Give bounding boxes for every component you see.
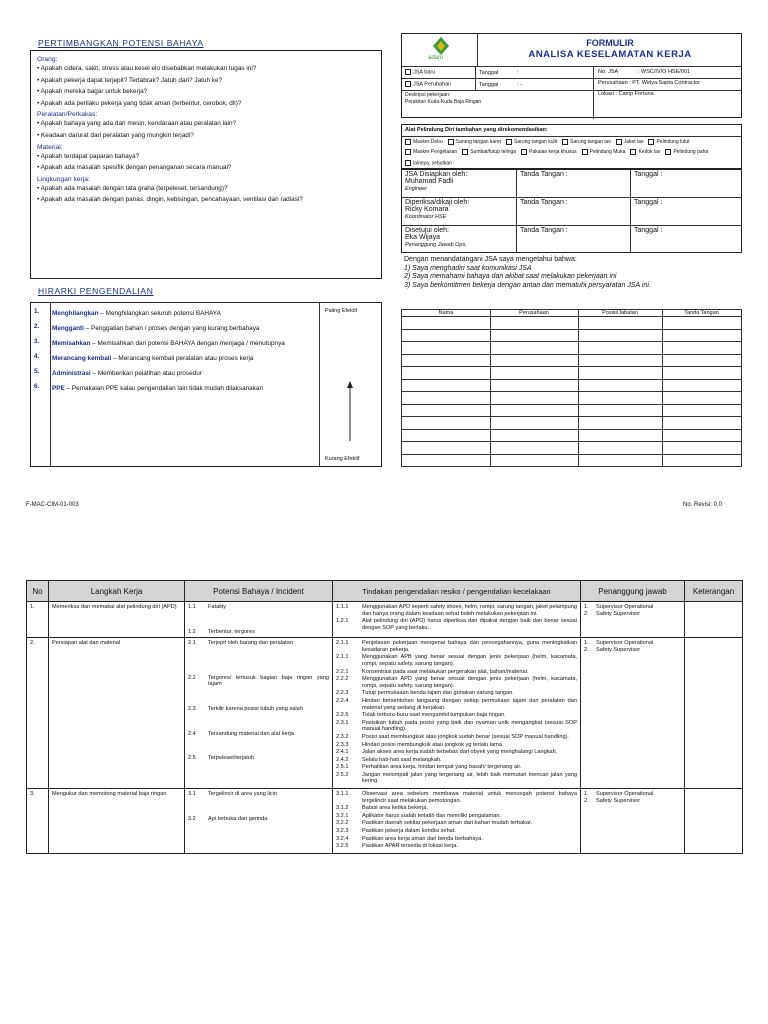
apd-checkbox[interactable] [630, 149, 660, 155]
table-row [27, 602, 743, 638]
attendance-row-line [402, 379, 741, 380]
hirarki-item [34, 308, 316, 319]
pic-num: 1. [584, 640, 589, 647]
attendance-row-line [402, 366, 741, 367]
hazard-num: 1.2 [188, 628, 196, 635]
control-text: Perhatikan area kerja, hindari tempat yang basah/ tergenang air. [362, 764, 522, 771]
apd-label: Masker Debu [413, 139, 443, 146]
hazard-num: 2.4 [188, 730, 196, 737]
control-text: Hindari posisi membungkuk atau jongkok yg terlalu lama. [362, 741, 504, 748]
hirarki-text [52, 323, 316, 334]
apd-label: Pelindung Muka [589, 149, 626, 156]
control-text: Hindari bersentuhan langsung dengan setiap permukaan tajam dari peralatan dan material yang sedang di kerjakan. [362, 697, 577, 711]
control-num: 2.5.1 [336, 764, 349, 771]
potensi-bahaya-title: PERTIMBANGKAN POTENSI BAHAYA [38, 38, 204, 48]
checkbox-icon [630, 149, 636, 155]
attendance-row-line [402, 454, 741, 455]
control-text: Tutup permukaaan benda tajam dan gunakan sarung tangan. [362, 690, 514, 697]
row-number: 1. [27, 602, 49, 638]
signoff-name: Eka Wijaya [405, 234, 441, 241]
pic-item [584, 647, 681, 654]
hirarki-text [52, 353, 316, 364]
control-num: 2.2.3 [336, 690, 349, 697]
attendance-col-divider [578, 310, 579, 466]
control-num: 2.2.4 [336, 697, 349, 704]
hazard-question: • Apakah mereka bagar untuk bekerja? [37, 88, 148, 96]
apd-label: Pelindung paha [673, 149, 709, 156]
pic-num: 2. [584, 797, 589, 804]
control-text: Jalan akses area kerja sudah terbebas dari obyek yang menghalangi Langkah. [362, 749, 558, 756]
control-text: Menggunakan APD yang benar sesuai dengan jenis pekerjaan (helm, kacamata, rompi, sepatu safety, sarung tangan). [362, 676, 577, 689]
apd-checkbox[interactable] [562, 139, 611, 145]
attendance-col-header: Perusahaan [519, 310, 549, 316]
control-item [336, 720, 577, 733]
control-item [336, 712, 577, 719]
control-text: Aplikator harus sudah terlatih dan memiliki pengalaman. [362, 812, 501, 819]
checkbox-icon [648, 139, 654, 145]
checkbox-icon [562, 139, 568, 145]
control-text: Posisikan tubuh pada posisi yang baik dan nyaman untk mengangkat (sesuai SOP manual handling). [362, 719, 577, 733]
hazard-item [188, 706, 329, 713]
hazard-text: Terkilir karena posisi tubuh yang salah [208, 705, 303, 712]
adaro-logo: adaro [426, 36, 456, 64]
hazard-num: 2.3 [188, 705, 196, 712]
row-keterangan [685, 602, 743, 638]
apd-checkbox[interactable] [521, 149, 577, 155]
hazard-question: • Apakah ada masalah dengan tata graha (terpeleset, tersandung)? [37, 184, 228, 192]
potensi-bahaya-box [30, 50, 382, 279]
hirarki-name: Memisahkan [52, 340, 91, 347]
control-num: 2.2.1 [336, 668, 349, 675]
attendance-col-header: Tanda Tangan [684, 310, 719, 316]
hirarki-name: Mengganti [52, 325, 84, 332]
signoff-tgl-label: Tanggal : [634, 199, 663, 206]
revision-number: No. Revisi: 0.0 [683, 502, 723, 508]
checkbox-icon [616, 139, 622, 145]
hirarki-desc: – Memberikan pelatihan atau prosedur [90, 370, 202, 377]
signoff-tgl-label: Tanggal : [634, 171, 663, 178]
control-item [336, 843, 577, 850]
hirarki-num: 1. [34, 308, 40, 315]
attendance-col-divider [490, 310, 491, 466]
pic-num: 2. [584, 610, 589, 617]
attendance-row-line [402, 429, 741, 430]
jsa-table [26, 580, 743, 854]
pic-item [584, 611, 681, 618]
control-text: Pastikan APAR tersedia di lokasi kerja. [362, 843, 458, 850]
hirarki-desc: – Pemakaian PPE kalau pengendalian lain tidak mudah dilaksanakan [64, 385, 264, 392]
control-item [336, 654, 577, 667]
hirarki-text [52, 368, 316, 379]
pic-item [584, 791, 681, 798]
no-jsa-value: : WSC/IV/O HSE/001 [638, 69, 690, 75]
control-num: 3.2.4 [336, 835, 349, 842]
hirarki-num: 4. [34, 353, 40, 360]
hazard-num: 2.1 [188, 640, 196, 647]
control-text: Batasi area ketika bekerja. [362, 805, 428, 812]
row-step: Mengukur dan memotong material baja ringan [49, 789, 185, 854]
checkbox-icon [462, 149, 468, 155]
pic-text: Supervisor Operational [596, 640, 654, 647]
control-text: Observasi area sebelum membawa material untuk mencegah potensi bahaya tergelincir saat melakukan pemotongan. [362, 791, 577, 804]
tanggal-value-2: : - [517, 82, 522, 88]
apd-checkbox[interactable] [405, 149, 457, 155]
hirarki-item [34, 368, 316, 379]
pic-num: 1. [584, 604, 589, 610]
row-pic [581, 638, 685, 789]
apd-label: Masker Pengelasan [413, 149, 458, 156]
control-text: Penjelasan pekerjaan mengenai bahaya dan pencegahannya, guna meningkatkan kesadaran pekerja. [362, 640, 577, 653]
control-num: 2.5.2 [336, 771, 349, 778]
attendance-grid [401, 309, 742, 467]
form-title-2: ANALISA KESELAMATAN KERJA [528, 49, 692, 60]
attendance-row-line [402, 316, 741, 317]
attendance-row-line [402, 416, 741, 417]
signoff-ttd-label: Tanda Tangan : [520, 199, 568, 206]
signoff-role: Koordinator HSE [405, 214, 447, 220]
agreement-intro: Dengan menandatangani JSA saya mengetahui bahwa: [404, 256, 577, 263]
apd-checkbox[interactable] [665, 149, 708, 155]
row-keterangan [685, 638, 743, 789]
hirarki-num: 3. [34, 338, 40, 345]
hirarki-text [52, 338, 316, 349]
control-num: 3.2.3 [336, 828, 349, 835]
hirarki-desc: – Merancang kembali peralatan atau proses kerja [111, 355, 254, 362]
attendance-row-line [402, 441, 741, 442]
attendance-row-line [402, 404, 741, 405]
hazard-group-label: Orang: [37, 56, 58, 63]
hazard-text: Tergores/ tertusuk bagian baja ringan yang tajam [208, 674, 329, 688]
apd-row-2 [405, 149, 713, 155]
agreement-point-1: 1) Saya menghadiri saat komunikasi JSA [404, 264, 532, 272]
hirarki-desc: – Memisahkan dari potensi BAHAYA dengan menjaga / menutupnya [90, 340, 285, 347]
attendance-row-line [402, 391, 741, 392]
apd-checkbox[interactable] [616, 139, 644, 145]
apd-checkbox[interactable] [506, 139, 557, 145]
doc-code: F-MAC-CIM-01-003 [26, 502, 79, 508]
col-langkah: Langkah Kerja [49, 581, 185, 602]
control-num: 2.3.3 [336, 741, 349, 748]
apd-label: Kedok las [638, 149, 661, 156]
checkbox-icon [506, 139, 512, 145]
hirarki-item [34, 323, 316, 334]
hirarki-desc: – Penggatian bahan / proses dengan yang kurang berbahaya [83, 325, 260, 332]
row-hazards [185, 602, 333, 638]
hirarki-item [34, 338, 316, 349]
paling-efektif-label: Paling Efektif [325, 308, 358, 314]
hazard-question: • Apakah pekerja dapat terjepit? Tertabrak? Jatuh dari? Jatuh ke? [37, 76, 223, 84]
hazard-question: • Apakah ada perilaku pekerja yang tidak aman (terbentur, cerobok, dll)? [37, 99, 242, 107]
control-item [336, 813, 577, 820]
attendance-row-line [402, 329, 741, 330]
control-item [336, 690, 577, 697]
row-controls [333, 789, 581, 854]
control-num: 2.3.1 [336, 719, 349, 726]
control-item [336, 828, 577, 835]
control-num: 2.4.1 [336, 749, 349, 756]
hazard-num: 2.2 [188, 674, 196, 681]
row-controls [333, 602, 581, 638]
attendance-row-line [402, 354, 741, 355]
kurang-efektif-label: Kurang Efektif [325, 456, 360, 462]
control-item [336, 742, 577, 749]
control-num: 1.1.1 [336, 604, 349, 610]
control-item [336, 757, 577, 764]
control-text: Posisi saat membungkuk atau jongkok sudah benar (sesuai SOP manual handling). [362, 733, 569, 740]
row-keterangan [685, 789, 743, 854]
hazard-text: Fatality [208, 604, 227, 610]
control-num: 2.4.2 [336, 756, 349, 763]
pic-text: Safety Supervisor [596, 646, 641, 653]
agreement-text [404, 256, 742, 290]
apd-title: Alat Pelindung Diri tambahan yang direkomendasikan: [405, 127, 548, 133]
control-item [336, 791, 577, 804]
control-item [336, 640, 577, 653]
hazard-num: 2.5 [188, 755, 196, 762]
form-title-1: FORMULIR [586, 38, 634, 48]
row-hazards [185, 638, 333, 789]
apd-checkbox[interactable] [582, 149, 626, 155]
hirarki-num: 6. [34, 383, 40, 390]
row-step: Memeriksa dan memakai alat pelindung diri (APD) [49, 602, 185, 638]
checkbox-icon [405, 149, 411, 155]
checkbox-icon [521, 149, 527, 155]
control-text: Alat pelindung diri (APD) harus diperiksa dan dipakai dengan baik dan benar sesuai dengan SOP yang berlaku. [362, 618, 577, 631]
hazard-item [188, 816, 329, 823]
control-item [336, 772, 577, 785]
hirarki-num: 2. [34, 323, 40, 330]
control-text: Konsentrasi pada saat melakukan pergerakan alat, bahan/material. [362, 668, 529, 675]
control-num: 2.2.5 [336, 712, 349, 719]
hirarki-name: Administrasi [52, 370, 91, 377]
pic-item [584, 798, 681, 805]
hazard-question: • Apakah ada masalah dengan panas, dingin, kebisingan, pencahayaan, ventilasi dan radiasi? [37, 196, 303, 204]
signoff-label: JSA Disiapkan oleh: [405, 171, 468, 178]
hirarki-box [30, 302, 382, 467]
hirarki-list [34, 308, 316, 398]
hazard-group-label: Peralatan/Perkakas: [37, 111, 98, 119]
control-item [336, 836, 577, 843]
no-jsa-label: No. JSA [598, 69, 619, 75]
row-pic [581, 602, 685, 638]
pic-num: 2. [584, 646, 589, 653]
jsa-baru-checkbox[interactable]: JSA baru [405, 69, 435, 76]
col-keterangan: Keterangan [685, 581, 743, 602]
apd-checkbox[interactable] [448, 139, 501, 145]
col-potensi: Potensi Bahaya / Incident [185, 581, 333, 602]
tanggal-label-1: Tanggal [479, 70, 499, 76]
control-text: Menggunakan APD seperti safety shoes, helm, rompi, sarung tangan, jaket pelampung dan hanya orang dalam keadaan sehat boleh melakukan pekerjaan ini. [362, 604, 577, 617]
hazard-question: • Apakah terdapat paparan bahaya? [37, 152, 140, 160]
apd-label: Pelindung lutut [656, 139, 690, 146]
apd-label: Sumbat/tutup telinga [470, 149, 517, 156]
control-item [336, 734, 577, 741]
control-text: Selalu hati-hati saat melangkah. [362, 756, 442, 763]
pic-text: Safety Supervisor [596, 610, 641, 617]
attendance-col-header: Nama [438, 310, 454, 316]
signoff-label: Disetujui oleh: [405, 227, 449, 234]
hazard-item [188, 675, 329, 688]
control-text: Pastikan area kerja aman dari benda berbahaya. [362, 835, 483, 842]
control-item [336, 698, 577, 711]
row-controls [333, 638, 581, 789]
row-step: Persiapan alat dan material [49, 638, 185, 789]
col-penanggung: Penanggung jawab [581, 581, 685, 602]
potensi-bahaya-list [37, 56, 377, 208]
control-num: 3.2.5 [336, 843, 349, 850]
hazard-text: Terjepit oleh barang dan peralatan [208, 640, 293, 647]
apd-label: Pakaian kerja khusus [529, 149, 577, 156]
control-text: Jangan melompati jalan yang tergenang air, lebih baik memutari mencari jalan yang kering. [362, 771, 577, 785]
arrow-up-icon [345, 381, 355, 443]
row-pic [581, 789, 685, 854]
checkbox-icon [582, 149, 588, 155]
hazard-item [188, 604, 329, 611]
tanggal-label-2: Tanggal [479, 82, 499, 88]
row-number: 3. [27, 789, 49, 854]
pic-text: Safety Supervisor [596, 797, 641, 804]
pic-text: Supervisor Operational [596, 604, 654, 610]
col-no: No [27, 581, 49, 602]
hazard-text: Tergelincir di area yang licin [208, 791, 278, 798]
deskripsi-label: Deskripsi pekerjaan: [405, 92, 451, 98]
attendance-col-divider [662, 310, 663, 466]
apd-label: Sarung tangan las [570, 139, 611, 146]
deskripsi-value: Perakitan Kuda-Kuda Baja Ringan [405, 99, 482, 105]
control-num: 3.1.2 [336, 805, 349, 812]
apd-checkbox[interactable] [648, 139, 689, 145]
control-num: 3.2.1 [336, 812, 349, 819]
hirarki-num: 5. [34, 368, 40, 375]
hazard-question: • Apakah cidera, sakit, stress atau kesel elo disebabkan melakukan tugas ini? [37, 65, 257, 72]
signoff-role: Engineer [405, 186, 428, 192]
table-row [27, 789, 743, 854]
table-row [27, 638, 743, 789]
col-tindakan: Tindakan pengendalian resiko / pengendalian kecelakaan [333, 581, 581, 602]
hazard-text: Terpeleset/terjatuh [208, 755, 255, 762]
tanggal-value-1: : [517, 70, 519, 76]
attendance-row-line [402, 341, 741, 342]
apd-checkbox[interactable] [462, 149, 516, 155]
control-num: 3.1.1 [336, 791, 349, 798]
control-num: 2.3.2 [336, 733, 349, 740]
pic-text: Supervisor Operational [596, 791, 654, 798]
signoff-name: Ricky Komara [405, 206, 449, 213]
control-num: 2.1.1 [336, 654, 349, 661]
control-num: 3.2.2 [336, 820, 349, 827]
hirarki-item [34, 353, 316, 364]
control-item [336, 820, 577, 827]
control-item [336, 618, 577, 631]
form-header [401, 33, 742, 118]
hirarki-name: Merancang kembali [52, 355, 112, 362]
lokasi-value: Lokasi : Camp Fortuna [598, 91, 654, 97]
control-num: 2.2.2 [336, 676, 349, 683]
hazard-item [188, 629, 329, 636]
control-item [336, 676, 577, 689]
checkbox-icon [448, 139, 454, 145]
hazard-question: • Apakah bahaya yang ada dari mesin, kendaraan atau peralatan lain? [37, 120, 237, 128]
apd-label: Sarung tangan karet [455, 139, 502, 146]
hazard-item [188, 791, 329, 798]
signoff-ttd-label: Tanda Tangan : [520, 227, 568, 234]
hirarki-desc: – Menghilangkan seluruh potensi BAHAYA [98, 310, 221, 317]
hirarki-text [52, 308, 316, 319]
hazard-num: 1.1 [188, 604, 196, 610]
checkbox-icon [405, 139, 411, 145]
jsa-perubahan-checkbox[interactable]: JSA Perubahan [405, 81, 451, 88]
hazard-text: Terbentur, tergores [208, 628, 255, 635]
control-num: 2.1.1 [336, 640, 349, 647]
control-item [336, 805, 577, 812]
apd-lainnya: lainnya, sebutkan : [405, 160, 455, 166]
row-number: 2. [27, 638, 49, 789]
agreement-point-2: 2) Saya memahami bahaya dan akibat saat melakukan pekerjaan ini [404, 273, 617, 280]
control-num: 1.2.1 [336, 618, 349, 625]
control-item [336, 749, 577, 756]
control-item [336, 764, 577, 771]
pic-item [584, 640, 681, 647]
signoff-box [401, 169, 742, 253]
row-hazards [185, 789, 333, 854]
hirarki-title: HIRARKI PENGENDALIAN [38, 286, 154, 296]
hazard-item [188, 731, 329, 738]
apd-label: Sarung tangan kulit [514, 139, 558, 146]
control-text: Pastikan daerah sekitar pekerjaan aman dari bahan mudah terbakar. [362, 820, 533, 827]
control-item [336, 669, 577, 676]
hazard-num: 3.1 [188, 791, 196, 798]
hazard-question: • Keadaan darurat dari peralatan yang mungkin terjadi? [37, 131, 194, 139]
hazard-item [188, 640, 329, 647]
control-item [336, 604, 577, 617]
attendance-col-header: Posisi/Jabatan [602, 310, 638, 316]
hirarki-name: Menghilangkan [52, 310, 99, 317]
perusahaan-value: Perusahaan : PT. Widya Sapta Contractor [598, 80, 701, 86]
hirarki-text [52, 383, 316, 394]
signoff-name: Muhamad Fadli [405, 178, 454, 185]
apd-checkbox[interactable] [405, 139, 443, 145]
pic-num: 1. [584, 791, 589, 798]
apd-row-1 [405, 139, 695, 145]
jsa-table-header [27, 581, 743, 602]
hazard-item [188, 755, 329, 762]
control-text: Pastikan pekerja dalam kondisi sehat. [362, 828, 456, 835]
hazard-text: Api terbuka dari gerinda [208, 815, 268, 822]
hazard-group-label: Lingkungan kerja: [37, 175, 90, 183]
signoff-ttd-label: Tanda Tangan : [520, 171, 568, 178]
apd-label: Jaket las [623, 139, 644, 146]
control-text: Menggunakan APB yang benar sesuai dengan jenis pekerjaan (helm, kacamata, rompi, sepatu safety, sarung tangan). [362, 654, 577, 667]
signoff-role: Penanggung Jawab Ops. [405, 242, 467, 248]
checkbox-icon [665, 149, 671, 155]
control-text: Tidak terburu-buru saat mengambil tumpukan baja ringan. [362, 712, 506, 719]
agreement-point-3: 3) Saya berkomitmen bekerja dengan aman dan mematuhi persyaratan JSA ini. [404, 281, 651, 289]
signoff-tgl-label: Tanggal : [634, 227, 663, 234]
hirarki-name: PPE [52, 385, 65, 392]
hazard-text: Tersandung material dan alat kerja [208, 730, 294, 737]
hazard-group-label: Material: [37, 143, 63, 151]
hazard-question: • Apakah ada masalah spesifik dengan penanganan secara manual? [37, 164, 232, 172]
signoff-label: Diperiksa/dikaji oleh: [405, 199, 470, 206]
adaro-logo-icon [426, 36, 456, 56]
hirarki-item [34, 383, 316, 394]
apd-box [401, 124, 742, 169]
pic-item [584, 604, 681, 611]
hazard-num: 3.2 [188, 815, 196, 822]
